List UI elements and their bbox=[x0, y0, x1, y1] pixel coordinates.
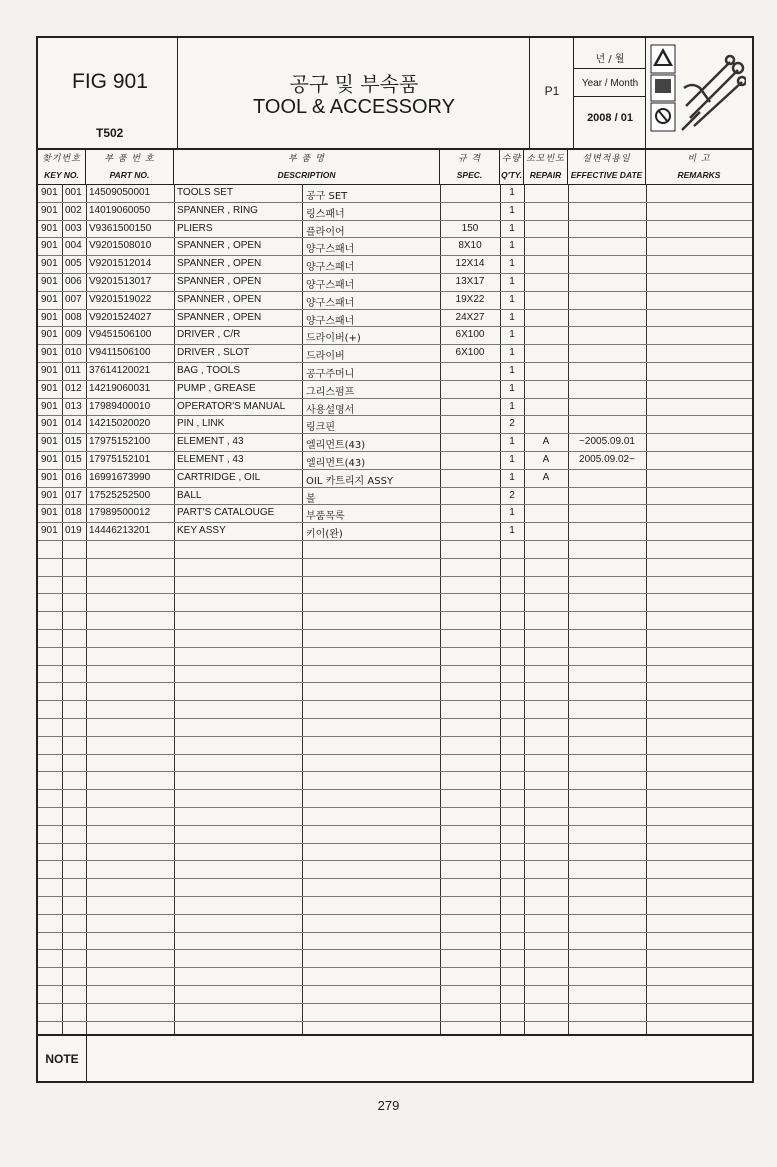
cell-fig: 901 bbox=[41, 365, 58, 376]
table-row bbox=[38, 505, 752, 523]
cell-part: 14219060031 bbox=[89, 382, 151, 394]
table-row bbox=[38, 327, 752, 345]
cell-key: 015 bbox=[65, 454, 82, 465]
cell-desc-ko: 사용설명서 bbox=[306, 404, 355, 416]
table-row bbox=[38, 381, 752, 399]
cell-spec: 24X27 bbox=[455, 311, 485, 323]
cell-fig: 901 bbox=[41, 293, 58, 305]
cell-qty: 1 bbox=[509, 400, 515, 412]
cell-desc-en: SPANNER , OPEN bbox=[177, 311, 262, 323]
cell-qty: 1 bbox=[509, 382, 515, 394]
cell-qty: 1 bbox=[509, 365, 515, 376]
cell-desc-ko: 플라이어 bbox=[306, 226, 345, 238]
table-row bbox=[38, 310, 752, 328]
title-cell bbox=[178, 38, 530, 148]
cell-part: 17975152101 bbox=[89, 454, 151, 465]
cell-desc-ko: 볼 bbox=[306, 493, 316, 505]
cell-key: 017 bbox=[65, 489, 82, 501]
note-label: NOTE bbox=[38, 1036, 87, 1083]
col-spec: 규 격 SPEC. bbox=[440, 148, 500, 184]
cell-qty: 1 bbox=[509, 329, 515, 341]
cell-desc-en: SPANNER , RING bbox=[177, 204, 258, 216]
cell-desc-ko: OIL 카트리지 ASSY bbox=[306, 475, 394, 487]
cell-desc-ko: 키이(완) bbox=[306, 529, 343, 541]
cell-key: 005 bbox=[65, 258, 82, 270]
cell-qty: 1 bbox=[509, 507, 515, 519]
cell-part: 16991673990 bbox=[89, 471, 151, 483]
cell-desc-en: BAG , TOOLS bbox=[177, 365, 240, 376]
cell-part: V9361500150 bbox=[89, 222, 152, 234]
cell-key: 006 bbox=[65, 276, 82, 287]
table-row bbox=[38, 256, 752, 274]
col-remarks: 비 고 REMARKS bbox=[677, 154, 721, 180]
cell-key: 015 bbox=[65, 436, 82, 448]
col-description: 부 품 명 DESCRIPTION bbox=[174, 148, 440, 184]
cell-key: 001 bbox=[65, 187, 82, 198]
cell-spec: 150 bbox=[461, 222, 479, 234]
cell-desc-ko: 엘리먼트(43) bbox=[306, 458, 366, 469]
table-row bbox=[38, 274, 752, 292]
fig-number: FIG 901 bbox=[72, 70, 148, 93]
cell-fig: 901 bbox=[41, 400, 58, 412]
cell-fig: 901 bbox=[41, 204, 58, 216]
cell-key: 009 bbox=[65, 329, 82, 341]
year-month-cell bbox=[574, 38, 646, 148]
cell-fig: 901 bbox=[41, 311, 58, 323]
cell-desc-en: PLIERS bbox=[177, 222, 213, 234]
title-korean: 공구 및 부속품 bbox=[289, 72, 419, 96]
sheet-header bbox=[38, 38, 752, 150]
cell-key: 003 bbox=[65, 222, 82, 234]
cell-part: V9201508010 bbox=[89, 240, 152, 252]
col-part: 부 품 번 호 PART NO. bbox=[86, 148, 174, 184]
year-month-value: 2008 / 01 bbox=[587, 112, 633, 124]
cell-desc-ko: 공구주머니 bbox=[306, 369, 355, 380]
cell-desc-ko: 부품목록 bbox=[306, 511, 345, 523]
cell-qty: 1 bbox=[509, 293, 515, 305]
cell-desc-ko: 링크핀 bbox=[306, 422, 335, 434]
cell-desc-en: PART'S CATALOUGE bbox=[177, 507, 275, 519]
cell-key: 012 bbox=[65, 382, 82, 394]
cell-part: 17525252500 bbox=[89, 489, 151, 501]
cell-desc-ko: 양구스패너 bbox=[306, 280, 355, 291]
cell-qty: 2 bbox=[509, 489, 515, 501]
cell-part: 14446213201 bbox=[89, 525, 151, 537]
cell-key: 016 bbox=[65, 471, 82, 483]
year-month-label-ko: 년 / 월 bbox=[595, 54, 625, 65]
tools-illustration-icon bbox=[680, 48, 746, 138]
cell-part: 14509050001 bbox=[89, 187, 151, 198]
cell-desc-en: SPANNER , OPEN bbox=[177, 276, 262, 287]
cell-repair: A bbox=[542, 454, 550, 465]
cell-part: V9411506100 bbox=[89, 347, 151, 359]
col-qty: 수량 Q'TY. bbox=[500, 148, 524, 184]
cell-fig: 901 bbox=[41, 382, 58, 394]
cell-desc-ko: 그리스펌프 bbox=[306, 386, 355, 398]
cell-desc-ko: 엘리먼트(43) bbox=[306, 440, 366, 452]
cell-fig: 901 bbox=[41, 276, 58, 287]
col-effective-date: 설변적용일 EFFECTIVE DATE bbox=[568, 148, 646, 184]
cell-spec: 8X10 bbox=[458, 240, 482, 252]
cell-part: V9201512014 bbox=[89, 258, 152, 270]
cell-desc-en: SPANNER , OPEN bbox=[177, 240, 262, 252]
page-code-cell bbox=[530, 38, 574, 148]
cell-fig: 901 bbox=[41, 187, 58, 198]
table-row bbox=[38, 292, 752, 310]
parts-table-body bbox=[38, 184, 752, 1034]
cell-part: 37614120021 bbox=[89, 365, 151, 376]
cell-desc-en: BALL bbox=[177, 489, 202, 501]
table-row bbox=[38, 185, 752, 203]
cell-desc-ko: 링스패너 bbox=[306, 208, 345, 220]
model-code: T502 bbox=[96, 126, 124, 140]
cell-desc-en: OPERATOR'S MANUAL bbox=[177, 400, 286, 412]
table-row bbox=[38, 399, 752, 417]
cell-repair: A bbox=[542, 471, 550, 483]
cell-desc-en: ELEMENT , 43 bbox=[177, 454, 244, 465]
cell-desc-en: PUMP , GREASE bbox=[177, 382, 256, 394]
cell-desc-ko: 양구스패너 bbox=[306, 262, 355, 274]
cell-fig: 901 bbox=[41, 329, 58, 341]
table-row bbox=[38, 345, 752, 363]
cell-fig: 901 bbox=[41, 489, 58, 501]
cell-qty: 1 bbox=[509, 276, 515, 287]
cell-key: 013 bbox=[65, 400, 82, 412]
table-row bbox=[38, 523, 752, 541]
cell-key: 018 bbox=[65, 507, 82, 519]
fig-cell bbox=[38, 38, 178, 148]
cell-key: 019 bbox=[65, 525, 82, 537]
table-row bbox=[38, 434, 752, 452]
cell-desc-en: DRIVER , SLOT bbox=[177, 347, 250, 359]
cell-key: 002 bbox=[65, 204, 82, 216]
cell-qty: 1 bbox=[509, 222, 515, 234]
icon-cell bbox=[646, 38, 752, 148]
cell-qty: 1 bbox=[509, 436, 515, 448]
cell-desc-ko: 드라이버(+) bbox=[306, 333, 361, 345]
cell-fig: 901 bbox=[41, 436, 58, 448]
cell-qty: 1 bbox=[509, 311, 515, 323]
cell-fig: 901 bbox=[41, 240, 58, 252]
parts-sheet bbox=[36, 36, 754, 1083]
table-row bbox=[38, 203, 752, 221]
cell-eff: 2005.09.02~ bbox=[579, 454, 635, 465]
table-row bbox=[38, 221, 752, 239]
cell-part: 17975152100 bbox=[89, 436, 151, 448]
year-month-label-en: Year / Month bbox=[581, 78, 639, 89]
page-code: P1 bbox=[544, 84, 560, 98]
cell-fig: 901 bbox=[41, 347, 58, 359]
cell-part: 14215020020 bbox=[89, 418, 151, 430]
col-key: 찾기번호 KEY NO. bbox=[38, 148, 86, 184]
cell-spec: 6X100 bbox=[455, 329, 485, 341]
cell-desc-en: TOOLS SET bbox=[177, 187, 233, 198]
cell-qty: 1 bbox=[509, 454, 515, 465]
table-row bbox=[38, 452, 752, 470]
cell-fig: 901 bbox=[41, 507, 58, 519]
cell-repair: A bbox=[542, 436, 550, 448]
cell-desc-ko: 드라이버 bbox=[306, 351, 345, 363]
note-section bbox=[38, 1034, 752, 1083]
cell-key: 008 bbox=[65, 311, 82, 323]
cell-qty: 1 bbox=[509, 525, 515, 537]
column-header-row bbox=[38, 148, 752, 185]
cell-part: 14019060050 bbox=[89, 204, 151, 216]
cell-desc-ko: 양구스패너 bbox=[306, 297, 355, 309]
cell-desc-en: PIN , LINK bbox=[177, 418, 225, 430]
cell-part: V9451506100 bbox=[89, 329, 152, 341]
col-repair: 소모빈도 REPAIR bbox=[524, 148, 568, 184]
table-row bbox=[38, 363, 752, 381]
cell-key: 007 bbox=[65, 293, 82, 305]
cell-part: V9201513017 bbox=[89, 276, 152, 287]
cell-spec: 13X17 bbox=[455, 276, 485, 287]
cell-fig: 901 bbox=[41, 525, 58, 537]
cell-desc-en: CARTRIDGE , OIL bbox=[177, 471, 261, 483]
cell-part: V9201519022 bbox=[89, 293, 152, 305]
table-row bbox=[38, 238, 752, 256]
cell-spec: 6X100 bbox=[455, 347, 485, 359]
cell-qty: 1 bbox=[509, 204, 515, 216]
cell-spec: 12X14 bbox=[455, 258, 485, 270]
cell-qty: 1 bbox=[509, 187, 515, 198]
cell-qty: 1 bbox=[509, 240, 515, 252]
cell-key: 010 bbox=[65, 347, 82, 359]
cell-fig: 901 bbox=[41, 418, 58, 430]
page-number: 279 bbox=[377, 1098, 400, 1113]
table-row bbox=[38, 488, 752, 506]
cell-key: 014 bbox=[65, 418, 82, 430]
cell-spec: 19X22 bbox=[455, 293, 485, 305]
cell-qty: 1 bbox=[509, 347, 515, 359]
cell-key: 011 bbox=[65, 365, 81, 376]
cell-qty: 1 bbox=[509, 258, 515, 270]
warning-sign-icon bbox=[650, 44, 676, 138]
cell-eff: ~2005.09.01 bbox=[579, 436, 635, 448]
cell-fig: 901 bbox=[41, 471, 58, 483]
cell-desc-en: KEY ASSY bbox=[177, 525, 226, 537]
cell-part: 17989500012 bbox=[89, 507, 151, 519]
cell-fig: 901 bbox=[41, 454, 58, 465]
cell-qty: 1 bbox=[509, 471, 515, 483]
table-row bbox=[38, 470, 752, 488]
cell-part: 17989400010 bbox=[89, 400, 151, 412]
cell-desc-en: ELEMENT , 43 bbox=[177, 436, 244, 448]
cell-desc-en: DRIVER , C/R bbox=[177, 329, 241, 341]
cell-part: V9201524027 bbox=[89, 311, 152, 323]
cell-fig: 901 bbox=[41, 258, 58, 270]
cell-desc-en: SPANNER , OPEN bbox=[177, 293, 262, 305]
cell-desc-ko: 양구스패너 bbox=[306, 244, 355, 256]
cell-desc-en: SPANNER , OPEN bbox=[177, 258, 262, 270]
cell-key: 004 bbox=[65, 240, 82, 252]
cell-fig: 901 bbox=[41, 222, 58, 234]
cell-qty: 2 bbox=[509, 418, 515, 430]
table-row bbox=[38, 416, 752, 434]
cell-desc-ko: 공구 SET bbox=[306, 191, 348, 202]
cell-desc-ko: 양구스패너 bbox=[306, 315, 355, 327]
title-english: TOOL & ACCESSORY bbox=[253, 96, 455, 118]
